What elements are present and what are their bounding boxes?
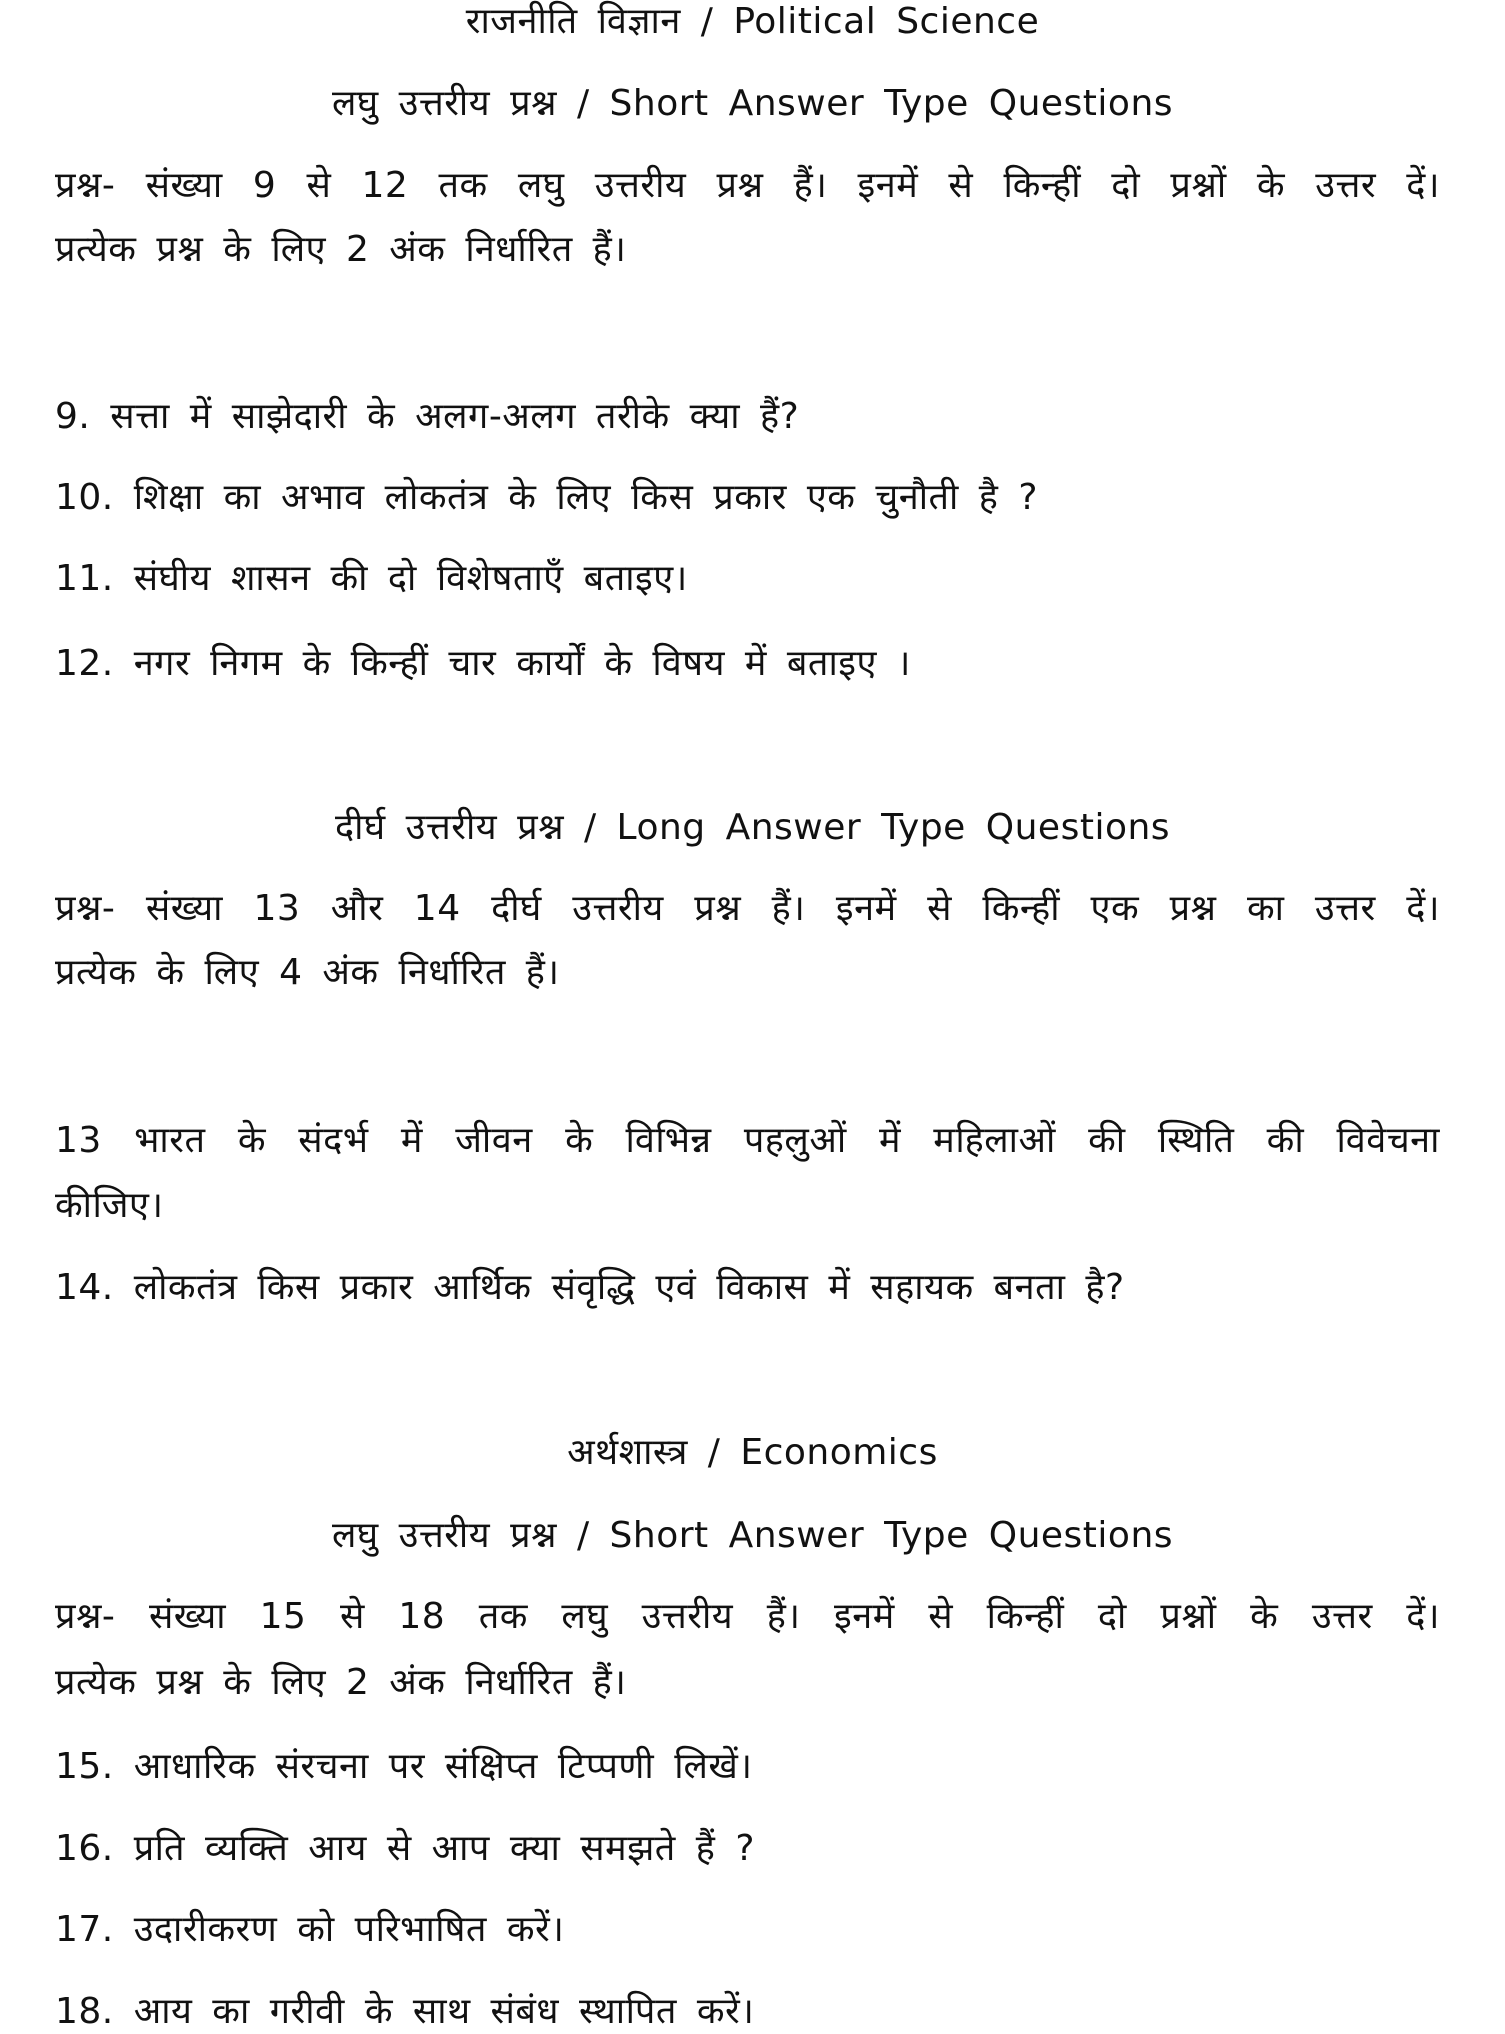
long-answer-heading: दीर्घ उत्तरीय प्रश्न / Long Answer Type Questions <box>334 807 1171 848</box>
long-answer-instruction-line-2: प्रत्येक के लिए 4 अंक निर्धारित हैं। <box>55 952 560 993</box>
question-16: 16. प्रति व्यक्ति आय से आप क्या समझते हैं ? <box>55 1828 755 1869</box>
short-answer-instruction-line-2: प्रत्येक प्रश्न के लिए 2 अंक निर्धारित हैं। <box>55 229 627 270</box>
question-13-line-1: 13 भारत के संदर्भ में जीवन के विभिन्न पहलुओं में महिलाओं की स्थिति की विवेचना <box>55 1120 1440 1161</box>
question-11: 11. संघीय शासन की दो विशेषताएँ बताइए। <box>55 558 688 599</box>
short-answer-heading: लघु उत्तरीय प्रश्न / Short Answer Type Questions <box>331 83 1174 124</box>
question-9: 9. सत्ता में साझेदारी के अलग-अलग तरीके क्या हैं? <box>55 396 800 437</box>
economics-short-answer-heading: लघु उत्तरीय प्रश्न / Short Answer Type Questions <box>331 1515 1174 1556</box>
section-title-economics: अर्थशास्त्र / Economics <box>567 1432 938 1473</box>
question-13-line-2: कीजिए। <box>55 1185 164 1226</box>
question-12: 12. नगर निगम के किन्हीं चार कार्यों के विषय में बताइए । <box>55 643 911 684</box>
short-answer-instruction-line-1: प्रश्न- संख्या 9 से 12 तक लघु उत्तरीय प्रश्न हैं। इनमें से किन्हीं दो प्रश्नों के उत्तर दें। <box>55 165 1440 206</box>
economics-instruction-line-2: प्रत्येक प्रश्न के लिए 2 अंक निर्धारित हैं। <box>55 1662 627 1703</box>
question-15: 15. आधारिक संरचना पर संक्षिप्त टिप्पणी लिखें। <box>55 1746 753 1787</box>
long-answer-instruction-line-1: प्रश्न- संख्या 13 और 14 दीर्घ उत्तरीय प्रश्न हैं। इनमें से किन्हीं एक प्रश्न का उत्तर दें। <box>55 888 1440 929</box>
question-10: 10. शिक्षा का अभाव लोकतंत्र के लिए किस प्रकार एक चुनौती है ? <box>55 477 1038 518</box>
question-14: 14. लोकतंत्र किस प्रकार आर्थिक संवृद्धि एवं विकास में सहायक बनता है? <box>55 1267 1125 1308</box>
question-18: 18. आय का गरीवी के साथ संबंध स्थापित करें। <box>55 1991 755 2032</box>
economics-instruction-line-1: प्रश्न- संख्या 15 से 18 तक लघु उत्तरीय हैं। इनमें से किन्हीं दो प्रश्नों के उत्तर दें। <box>55 1596 1440 1637</box>
question-17: 17. उदारीकरण को परिभाषित करें। <box>55 1909 565 1950</box>
section-title-political-science: राजनीति विज्ञान / Political Science <box>465 1 1040 42</box>
